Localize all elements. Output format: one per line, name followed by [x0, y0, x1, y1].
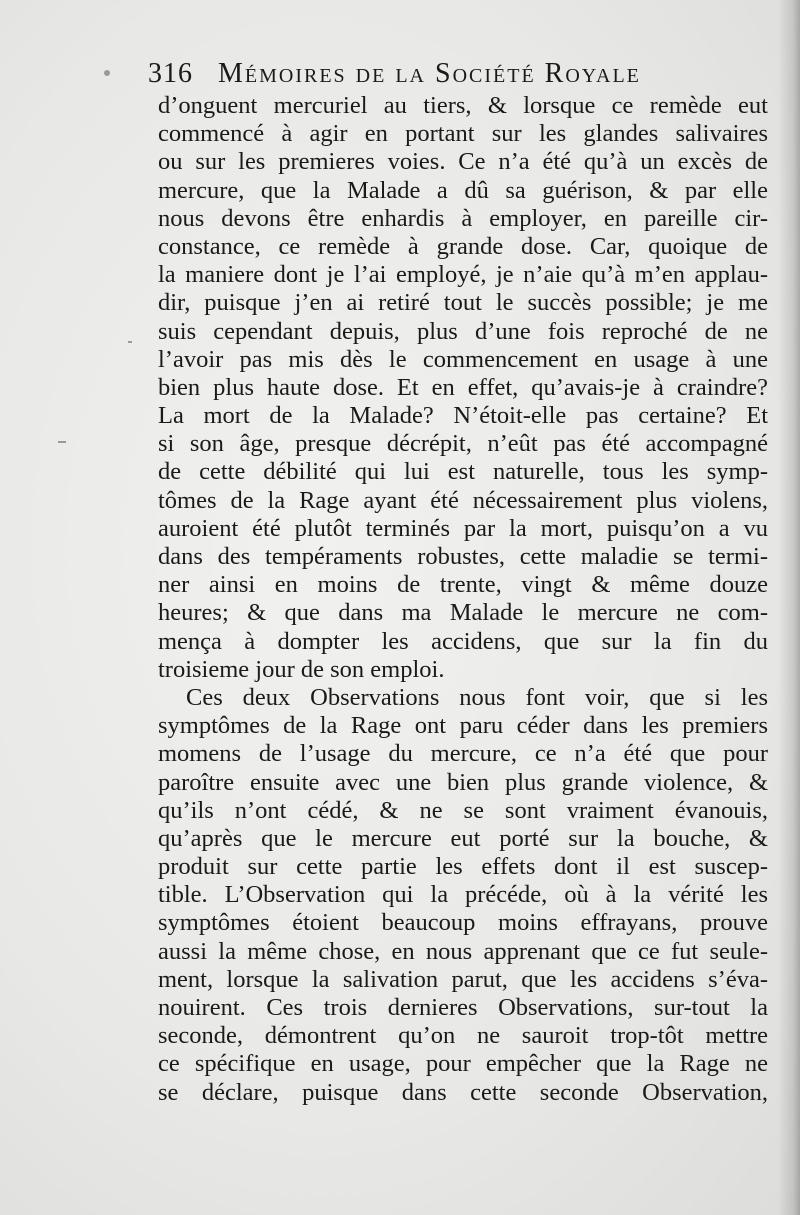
body-text	[158, 92, 768, 1107]
page-number: 316	[148, 58, 193, 89]
text-line: mença à dompter les accidens, que sur la fin du	[158, 627, 768, 655]
margin-mark	[128, 341, 132, 343]
text-line: commencé à agir en portant sur les glandes salivaires	[158, 120, 768, 148]
text-line: paroître ensuite avec une bien plus grande violence, &	[158, 768, 768, 796]
margin-mark	[58, 441, 66, 443]
text-line: la maniere dont je l’ai employé, je n’aie qu’à m’en applau-	[158, 261, 768, 289]
text-line: dir, puisque j’en ai retiré tout le succès possible; je me	[158, 289, 768, 317]
text-line: produit sur cette partie les effets dont il est suscep-	[158, 853, 768, 881]
text-line: tible. L’Observation qui la précéde, où à la vérité les	[158, 881, 768, 909]
text-line: suis cependant depuis, plus d’une fois reproché de ne	[158, 317, 768, 345]
running-title: Mémoires de la Société Royale	[218, 58, 641, 89]
paragraph-start-line: Ces deux Observations nous font voir, que si les	[186, 683, 768, 711]
text-line: ou sur les premieres voies. Ce n’a été qu’à un excès de	[158, 148, 768, 176]
text-line: bien plus haute dose. Et en effet, qu’avais-je à craindre?	[158, 373, 768, 401]
text-line: tômes de la Rage ayant été nécessairement plus violens,	[158, 486, 768, 514]
text-line: dans des tempéraments robustes, cette maladie se termi-	[158, 543, 768, 570]
running-header	[148, 58, 738, 92]
margin-mark	[104, 70, 110, 76]
text-line: momens de l’usage du mercure, ce n’a été que pour	[158, 740, 768, 768]
text-line: qu’ils n’ont cédé, & ne se sont vraiment évanouis,	[158, 796, 768, 824]
text-line: ce spécifique en usage, pour empêcher que la Rage ne	[158, 1050, 768, 1078]
text-line: ment, lorsque la salivation parut, que les accidens s’éva-	[158, 965, 768, 993]
page-edge-shadow	[778, 0, 800, 1215]
text-line: heures; & que dans ma Malade le mercure ne com-	[158, 599, 768, 627]
paragraph-end-line: troisieme jour de son emploi.	[158, 655, 445, 683]
text-line: d’onguent mercuriel au tiers, & lorsque ce remède eut	[158, 92, 768, 119]
text-line: La mort de la Malade? N’étoit-elle pas certaine? Et	[158, 402, 768, 430]
text-line: ner ainsi en moins de trente, vingt & même douze	[158, 571, 768, 599]
text-line: nous devons être enhardis à employer, en pareille cir-	[158, 204, 768, 232]
text-line: seconde, démontrent qu’on ne sauroit trop-tôt mettre	[158, 1022, 768, 1050]
text-line: nouirent. Ces trois dernieres Observations, sur-tout la	[158, 994, 768, 1021]
text-line: qu’après que le mercure eut porté sur la bouche, &	[158, 824, 768, 852]
text-line: mercure, que la Malade a dû sa guérison, & par elle	[158, 176, 768, 204]
text-line: symptômes de la Rage ont paru céder dans les premiers	[158, 712, 768, 740]
text-line: si son âge, presque décrépit, n’eût pas été accompagné	[158, 430, 768, 458]
text-line: se déclare, puisque dans cette seconde Observation,	[158, 1078, 768, 1106]
text-line: aussi la même chose, en nous apprenant que ce fut seule-	[158, 937, 768, 965]
text-line: l’avoir pas mis dès le commencement en usage à une	[158, 345, 768, 373]
text-line: auroient été plutôt terminés par la mort, puisqu’on a vu	[158, 514, 768, 542]
text-line: de cette débilité qui lui est naturelle, tous les symp-	[158, 458, 768, 486]
text-line: symptômes étoient beaucoup moins effrayans, prouve	[158, 909, 768, 937]
text-line: constance, ce remède à grande dose. Car, quoique de	[158, 232, 768, 260]
